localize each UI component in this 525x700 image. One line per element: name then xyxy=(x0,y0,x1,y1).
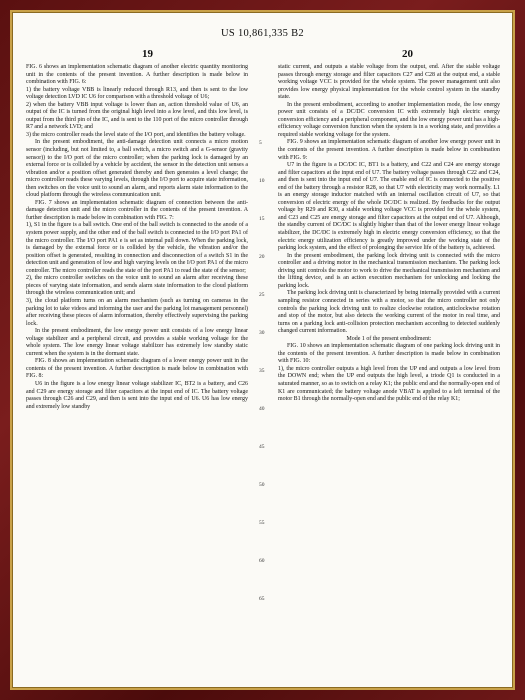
paragraph: In the present embodiment, according to another implementation mode, the low energy power unit consists of a DC/DC conversion IC with extremely high electric energy conversion efficiency and a peripheral component, and the low energy power unit has a high-efficiency voltage conversion function when the system is in a working state, and provides a required stable working voltage for the system. xyxy=(278,101,500,138)
paragraph: 1), S1 in the figure is a ball switch. One end of the ball switch is connected to the anode of a system power supply, and the other end of the ball switch is connected to the I/O port PA1 of the micro controller. The I/O port PA1 e is set as internal pull down. When the parking lock, is damaged by the external force or is collided by the vehicle, the vibration and/or the position offset is generated, resulting in connection and disconnection of a switch S1 in the detection unit and generation of low and high varying levels on the I/O port PA1 of the micro controller. The micro controller reads the state of the port PA1 to read the state of the sensor; xyxy=(26,222,248,274)
section-heading: Mode 1 of the present embodiment: xyxy=(346,335,432,342)
paragraph: 2), the micro controller switches on the voice unit to sound an alarm after receiving these pieces of varying state information, and sends alarm state information to the cloud platform through the wireless communication unit; and xyxy=(26,275,248,297)
paragraph: In the present embodiment, the low energy power unit consists of a low energy linear voltage stabilizer and a peripheral circuit, and provides a stable working voltage for the whole system. The low energy linear voltage stabilizer has extremely low standby static current when the system is in the dormant state. xyxy=(26,328,248,357)
line-number: 50 xyxy=(259,482,265,488)
column-number-left: 19 xyxy=(142,48,153,60)
paragraph: 3), the cloud platform turns on an alarm mechanism (such as turning on cameras in the parking lot to take videos and informing the user and the parking lot management personnel) after receiving these pieces of alarm information, thereby effectively supervising the parking lock. xyxy=(26,297,248,327)
patent-page xyxy=(10,10,515,690)
text-column-right xyxy=(278,64,500,404)
line-number: 60 xyxy=(259,558,265,564)
line-number: 15 xyxy=(259,216,265,222)
paragraph: FIG. 8 shows an implementation schematic diagram of a lower energy power unit in the contents of the present invention. A further description is made below in combination with FIG. 8: xyxy=(26,358,248,380)
line-number: 35 xyxy=(259,368,265,374)
paragraph: 2) when the battery VBB input voltage is lower than an, action threshold value of U6, an output of the IC is turned from the original high level into a low level, and this low level, is output from the third pin of the IC, and is sent to the 110 port of the micro controller through R7 and a network LVD; and xyxy=(26,101,248,131)
text-column-left xyxy=(26,64,248,411)
line-number: 55 xyxy=(259,520,265,526)
line-number: 5 xyxy=(259,140,262,146)
line-number: 20 xyxy=(259,254,265,260)
paragraph: 1), the micro controller outputs a high level from the UP end and outputs a low level from the DOWN end; when the UP end outputs the high level, a triode Q1 is conducted in a saturated manner, so as to switch on a relay K1; the public end and the normally-open end of K1 are communicated; the battery voltage anode VBAT is applied to a left terminal of the motor B1 through the normally-open end and the public end of the relay K1; xyxy=(278,365,500,403)
line-number: 45 xyxy=(259,444,265,450)
line-number: 30 xyxy=(259,330,265,336)
line-number: 40 xyxy=(259,406,265,412)
column-number-right: 20 xyxy=(402,48,413,60)
paragraph: In the present embodiment, the anti-damage detection unit connects a micro motion sensor (including, but not limited to, a ball switch, a micro switch and a G-sensor (gravity sensor)) to the I/O port of the micro controller; when the parking lock is damaged by an external force or is collided by a vehicle by accident, the sensor in the detection unit senses a vibration and/or a position offset generated thereby and then generates a level change; the micro controller reads these varying levels, through the I/O port to acquire state information, then switches on the voice unit to sound an alarm, and reports alarm state information to the cloud platform through the wireless communication unit. xyxy=(26,139,248,199)
line-number: 25 xyxy=(259,292,265,298)
paragraph: FIG. 7 shows an implementation schematic diagram of connection between the anti-damage detection unit and the micro controller in the contents of the present invention. A further description is made below in combination with FIG. 7: xyxy=(26,199,248,221)
line-number: 10 xyxy=(259,178,265,184)
paragraph: FIG. 10 shows an implementation schematic diagram of one parking lock driving unit in the contents of the present invention. A further description is made below in combination with FIG. 10: xyxy=(278,343,500,365)
paragraph: U7 in the figure is a DC/DC IC, BT1 is a battery, and C22 and C24 are energy storage and filter capacitors at the input end of U7. The battery voltage passes through C22 and C24, and then is sent into the input end of U7. The enable end of IC is connected to the positive end of the battery through a resistor R28, so that U7 with electricity may work normally. L1 is an energy storage inductor matched with an internal oscillation circuit of U7, so that conversion of electric energy of the whole DC/DC is realized. By feedbacks for the output voltage by R29 and R30, a stable working voltage VCC is provided for the whole system, and C23 and C25 are energy storage and filter capacitors at the output end of U7. Although, the standby current of DC/DC is slightly higher than that of the lower energy linear voltage stabilizer, the DC/DC is extremely high in electric energy conversion efficiency, so that the electric energy utilization efficiency is greatly improved under the working state of the parking lock system, and the effect of prolonging the service life of the battery is, achieved. xyxy=(278,162,500,252)
paragraph: 3) the micro controller reads the level state of the I/O port, and identifies the battery voltage. xyxy=(26,131,246,138)
paragraph: In the present embodiment, the parking lock driving unit is connected with the micro controller and a driving motor in the mechanical transmission mechanism. The parking lock driving unit controls the motor to work to drive the mechanical transmission mechanism and the lifting device, and is an action execution mechanism for unlocking and locking the parking lock. xyxy=(278,252,500,289)
paragraph: 1) the battery voltage VBB is linearly reduced through R13, and then is sent to the low voltage detection LVD IC U6 for comparison with a threshold voltage of U6; xyxy=(26,86,248,101)
paragraph: static current, and outputs a stable voltage from the output, end. After the stable voltage passes through energy storage and filter capacitors C27 and C28 at the output end, a stable working voltage VCC is provided for the whole system. The power management unit also provides low energy physical implementation for the whole control system in the standby state. xyxy=(278,64,500,101)
paragraph: FIG. 6 shows an implementation schematic diagram of another electric quantity monitoring unit in the contents of the present invention. A further description is made below in combination with FIG. 6: xyxy=(26,64,248,86)
patent-number-header: US 10,861,335 B2 xyxy=(221,28,304,39)
paragraph: The parking lock driving unit is characterized by being internally provided with a current sampling resistor connected in series with a motor, so that the micro controller not only controls the parking lock driving unit to realize clockwise rotation, anticlockwise rotation and stop of the motor, but also detects the working current of the motor in real time, and turns on a parking lock anti-collision protection mechanism according to detected suddenly changed current information. xyxy=(278,290,500,335)
line-number: 65 xyxy=(259,596,265,602)
paragraph: FIG. 9 shows an implementation schematic diagram of another low energy power unit in the contents of the present invention. A further description is made below in combination with FIG. 9: xyxy=(278,139,500,161)
paragraph: U6 in the figure is a low energy linear voltage stabilizer IC, BT2 is a battery, and C26 and C29 are energy storage and filter capacitors at the input end of IC. The battery voltage passes through C26 and C29, and then is sent into the input end of U6. U6 has low energy and extremely low standby xyxy=(26,380,248,410)
